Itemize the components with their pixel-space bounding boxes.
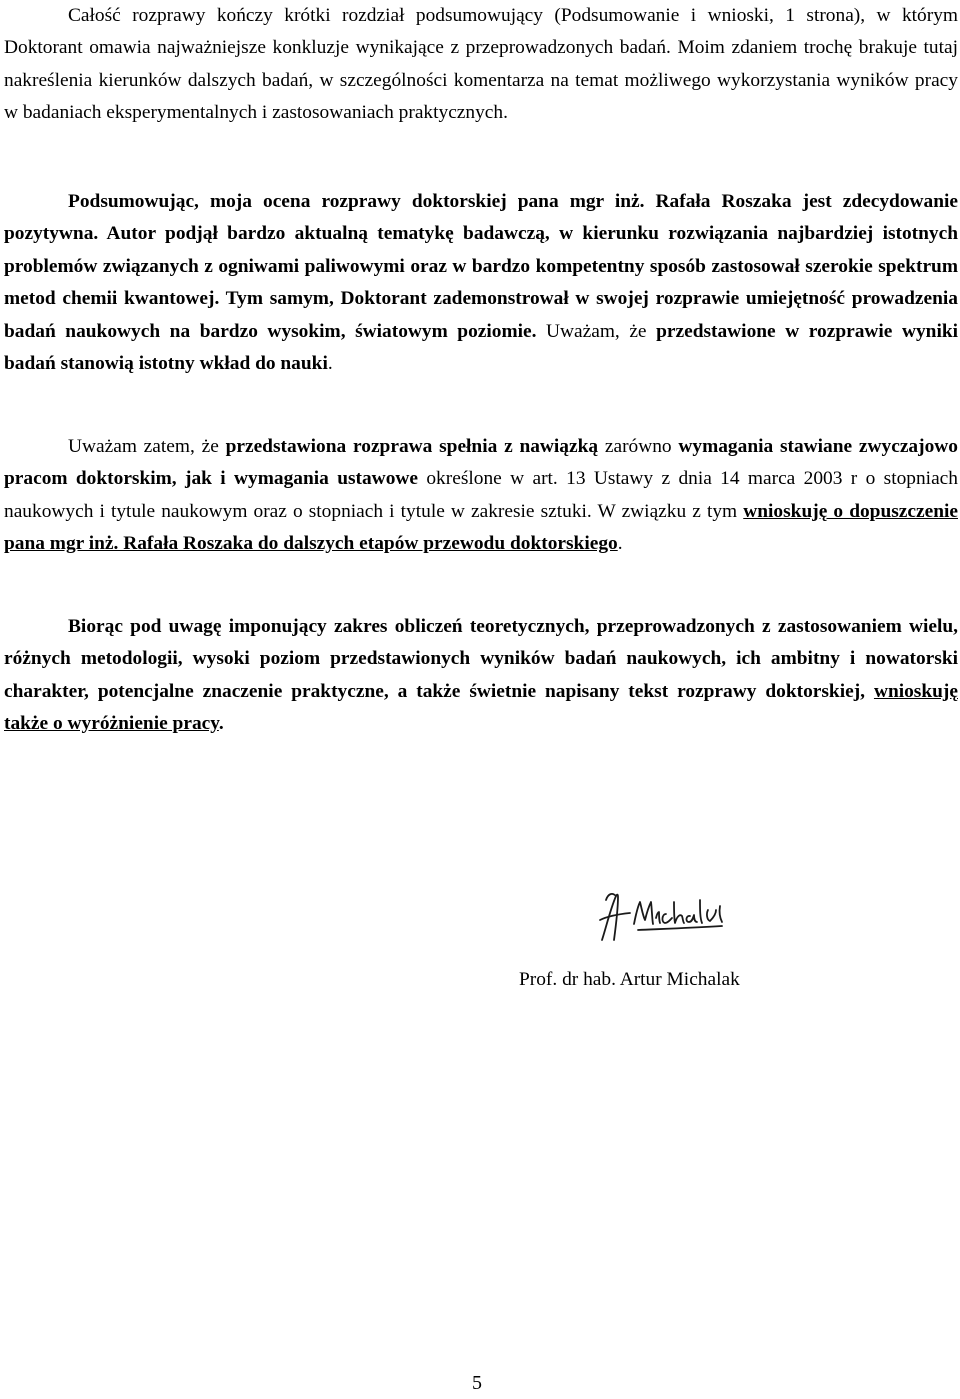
assessment-period: . [327,353,333,375]
conclusion-motion-text: wnioskuję o dopuszczenie pana mgr inż. Rafała Roszaka do dalszych etapów przewodu doktorskiego [4,500,958,555]
conclusion-connector-text: zarówno [598,436,679,457]
paragraph-text: Całość rozprawy kończy krótki rozdział podsumowujący (Podsumowanie i wnioski, 1 strona), w którym Doktorant omawia najważniejsze konkluzje wynikające z przeprowadzonych badań. Moim zdaniem trochę brakuje tutaj nakreślenia kierunków dalszych badań, w szczególności komentarza na temat możliwego wykorzystania wyników pracy w badaniach eksperymentalnych i zastosowaniach praktycznych. [4,5,958,124]
distinction-period: . [218,713,224,735]
distinction-motion-text: wnioskuję także o wyróżnienie pracy [4,680,958,735]
paragraph-conclusion [4,431,958,561]
handwritten-signature [590,880,740,950]
page-number: 5 [472,1372,482,1394]
assessment-plain-text: Uważam, że [536,320,657,342]
conclusion-legal-text: określone w art. 13 Ustawy z dnia 14 marca 2003 r o stopniach naukowych i tytule naukowym oraz o stopniach i tytule w zakresie sztuki. W związku z tym [4,468,958,522]
assessment-contribution-text: przedstawione w rozprawie wyniki badań stanowią istotny wkład do nauki [4,320,958,375]
conclusion-period: . [617,533,623,555]
distinction-text: Biorąc pod uwagę imponujący zakres obliczeń teoretycznych, przeprowadzonych z zastosowaniem wielu, różnych metodologii, wysoki poziom przedstawionych wyników badań naukowych, ich ambitny i nowatorski charakter, potencjalne znaczenie praktyczne, a także świetnie napisany tekst rozprawy doktorskiej, [4,616,958,702]
paragraph-overall-assessment [4,186,958,380]
conclusion-intro-text: Uważam zatem, że [68,436,226,457]
conclusion-fulfils-text: przedstawiona rozprawa spełnia z nawiązką [225,436,599,457]
signature-graphic [590,880,740,950]
paragraph-distinction [4,611,958,741]
assessment-bold-text: Podsumowując, moja ocena rozprawy doktorskiej pana mgr inż. Rafała Roszaka jest zdecydowanie pozytywna. Autor podjął bardzo aktualną tematykę badawczą, w kierunku rozwiązania najbardziej istotnych problemów związanych z ogniwami paliwowymi oraz w bardzo kompetentny sposób zastosował szerokie spektrum metod chemii kwantowej. Tym samym, Doktorant zademonstrował w swojej rozprawie umiejętność prowadzenia badań naukowych na bardzo wysokim, światowym poziomie. [4,191,958,342]
paragraph-summary-chapter [4,0,958,130]
signer-name: Prof. dr hab. Artur Michalak [519,969,740,990]
conclusion-requirements-text: wymagania stawiane zwyczajowo pracom doktorskim, jak i wymagania ustawowe [4,436,958,490]
